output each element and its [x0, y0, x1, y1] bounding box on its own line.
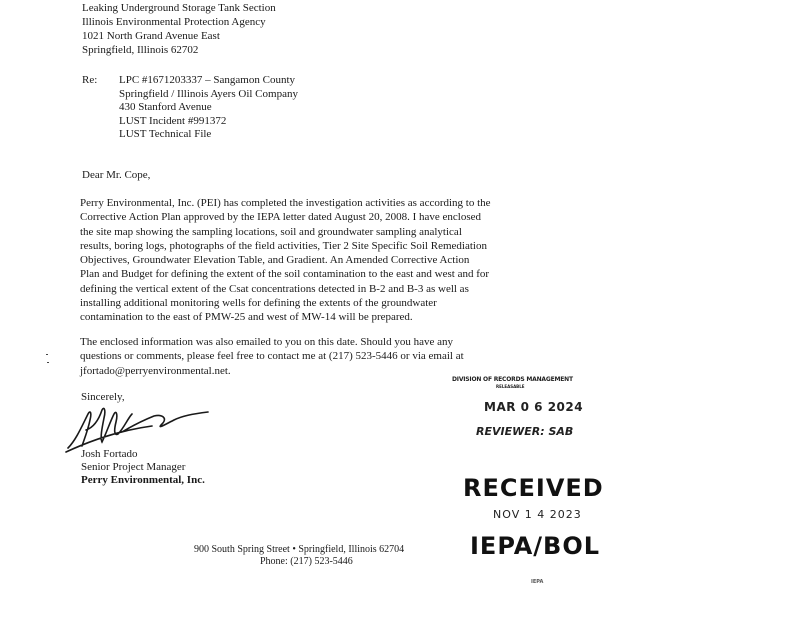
valediction: Sincerely, [81, 391, 125, 403]
received-stamp: RECEIVED [463, 474, 604, 502]
reference-line: Springfield / Illinois Ayers Oil Company [119, 88, 298, 100]
body-line: results, boring logs, photographs of the field activities, Tier 2 Site Specific Soil Remediation [80, 239, 487, 252]
body-line: Objectives, Groundwater Elevation Table, and Gradient. An Amended Corrective Action [80, 254, 470, 267]
signer-name: Josh Fortado [81, 448, 138, 460]
body-line: installing additional monitoring wells for defining the extents of the groundwater [80, 297, 437, 310]
reference-line: LUST Incident #991372 [119, 115, 227, 127]
salutation: Dear Mr. Cope, [82, 169, 151, 181]
body-line: questions or comments, please feel free to contact me at (217) 523-5446 or via email at [80, 350, 464, 363]
signer-title: Senior Project Manager [81, 461, 186, 473]
footer-phone: Phone: (217) 523-5446 [260, 556, 353, 567]
body-line: defining the vertical extent of the Csat concentrations detected in B-2 and B-3 as well as [80, 282, 469, 295]
scan-speck [46, 354, 48, 355]
reference-line: LPC #1671203337 – Sangamon County [119, 74, 296, 86]
body-paragraph-1 [80, 196, 550, 325]
scan-speck [47, 362, 49, 363]
recipient-line: Illinois Environmental Protection Agency [82, 16, 266, 28]
reference-line: 430 Stanford Avenue [119, 101, 212, 113]
recipient-line: Springfield, Illinois 62702 [82, 44, 199, 56]
signature-image [62, 400, 212, 454]
division-stamp-header: DIVISION OF RECORDS MANAGEMENT [452, 376, 573, 383]
body-line: the site map showing the sampling locations, soil and groundwater sampling analytical [80, 225, 462, 238]
body-paragraph-2 [80, 335, 550, 378]
agency-stamp: IEPA/BOL [470, 532, 601, 560]
re-label: Re: [82, 74, 98, 86]
body-line: Perry Environmental, Inc. (PEI) has completed the investigation activities as according to the [80, 197, 491, 209]
body-line: Plan and Budget for defining the extent of the soil contamination to the east and west and for [80, 268, 490, 281]
body-line: Corrective Action Plan approved by the IEPA letter dated August 20, 2008. I have enclosed [80, 211, 482, 224]
reviewer-stamp: REVIEWER: SAB [476, 425, 574, 438]
body-line: The enclosed information was also emailed to you on this date. Should you have any [80, 336, 454, 348]
reference-line: LUST Technical File [119, 128, 212, 140]
recipient-line: Leaking Underground Storage Tank Section [82, 2, 276, 14]
signer-company: Perry Environmental, Inc. [81, 474, 205, 486]
body-line: contamination to the east of PMW-25 and west of MW-14 will be prepared. [80, 311, 413, 324]
received-date-stamp: NOV 1 4 2023 [493, 508, 582, 521]
review-date-stamp: MAR 0 6 2024 [484, 400, 584, 414]
recipient-line: 1021 North Grand Avenue East [82, 30, 220, 42]
footer-address: 900 South Spring Street • Springfield, Illinois 62704 [194, 544, 405, 555]
division-stamp-sub: RELEASABLE [496, 384, 525, 389]
body-line: jfortado@perryenvironmental.net. [80, 364, 231, 377]
tiny-mark: IEPA [531, 579, 544, 585]
